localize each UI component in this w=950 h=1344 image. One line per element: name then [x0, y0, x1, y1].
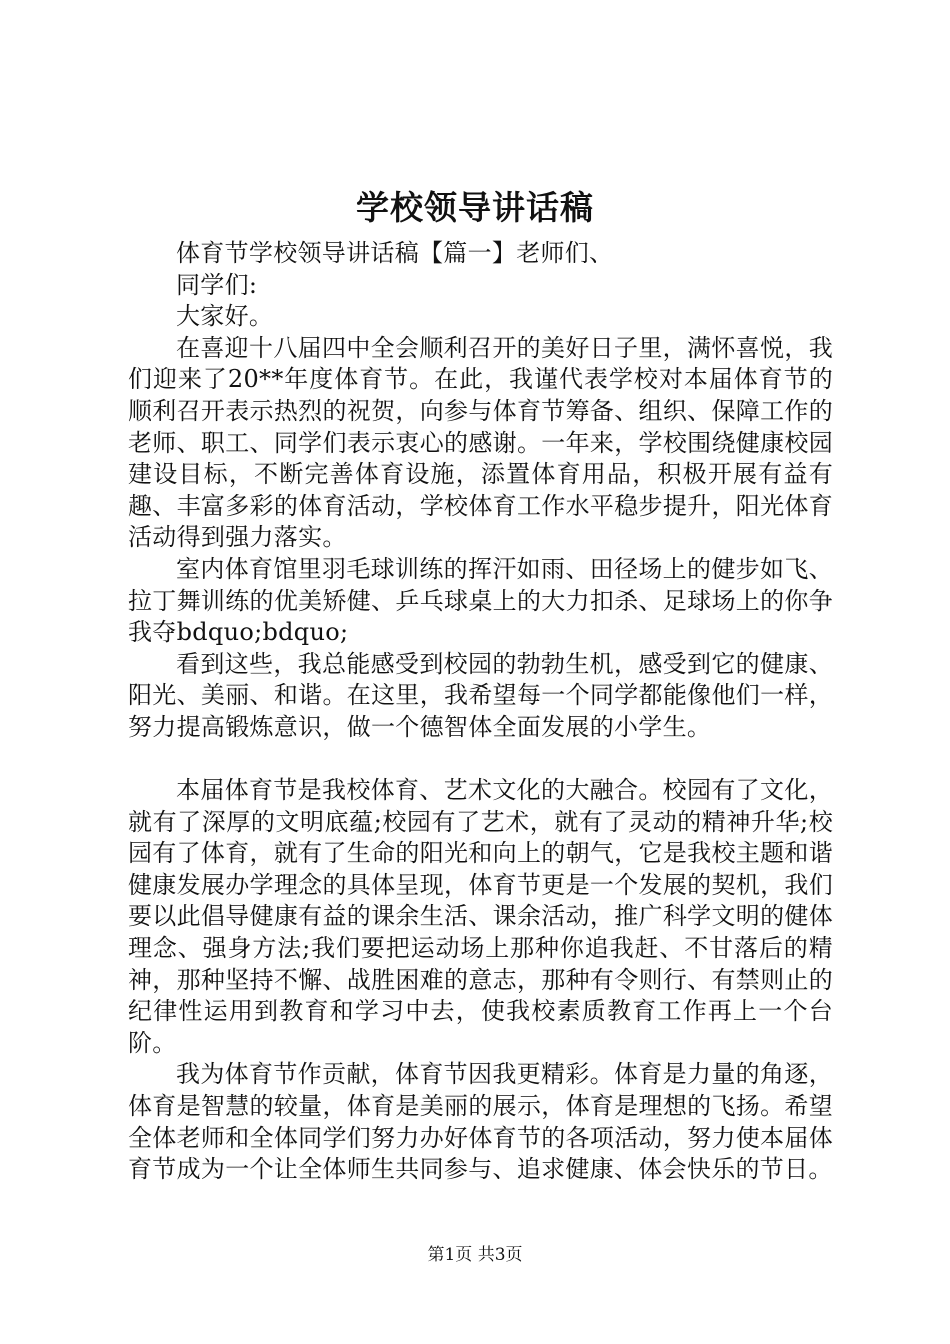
paragraph-hello: 大家好。	[176, 302, 274, 331]
paragraph-closing: 我为体育节作贡献，体育节因我更精彩。体育是力量的角逐，体育是智慧的较量，体育是美丽的展示，体育是理想的飞扬。希望全体老师和全体同学们努力办好体育节的各项活动，努力使本届体育节成为一个让全体师生共同参与、追求健康、体会快乐的节日。	[128, 1060, 833, 1184]
paragraph-activities: 室内体育馆里羽毛球训练的挥汗如雨、田径场上的健步如飞、拉丁舞训练的优美矫健、乒乓球桌上的大力扣杀、足球场上的你争我夺bdquo;bdquo;	[128, 554, 833, 647]
paragraph-culture: 本届体育节是我校体育、艺术文化的大融合。校园有了文化，就有了深厚的文明底蕴;校园有了艺术，就有了灵动的精神升华;校园有了体育，就有了生命的阳光和向上的朝气，它是我校主题和谐健康发展办学理念的具体呈现，体育节更是一个发展的契机，我们要以此倡导健康有益的课余生活、课余活动，推广科学文明的健体理念、强身方法;我们要把运动场上那种你追我赶、不甘落后的精神，那种坚持不懈、战胜困难的意志，那种有令则行、有禁则止的纪律性运用到教育和学习中去，使我校素质教育工作再上一个台阶。	[128, 776, 833, 1057]
page-footer: 第1页 共3页	[427, 1245, 523, 1265]
paragraph-greeting-heading: 体育节学校领导讲话稿【篇一】老师们、	[176, 239, 614, 267]
paragraph-opening: 在喜迎十八届四中全会顺利召开的美好日子里，满怀喜悦，我们迎来了20**年度体育节。在此，我谨代表学校对本届体育节的顺利召开表示热烈的祝贺，向参与体育节筹备、组织、保障工作的老师、职工、同学们表示衷心的感谢。一年来，学校围绕健康校园建设目标，不断完善体育设施，添置体育用品，积极开展有益有趣、丰富多彩的体育活动，学校体育工作水平稳步提升，阳光体育活动得到强力落实。	[128, 333, 833, 552]
document-title: 学校领导讲话稿	[356, 188, 594, 227]
paragraph-feelings: 看到这些，我总能感受到校园的勃勃生机，感受到它的健康、阳光、美丽、和谐。在这里，我希望每一个同学都能像他们一样，努力提高锻炼意识，做一个德智体全面发展的小学生。	[128, 649, 833, 741]
document-body	[128, 238, 833, 1186]
paragraph-greeting-students: 同学们:	[176, 270, 258, 299]
